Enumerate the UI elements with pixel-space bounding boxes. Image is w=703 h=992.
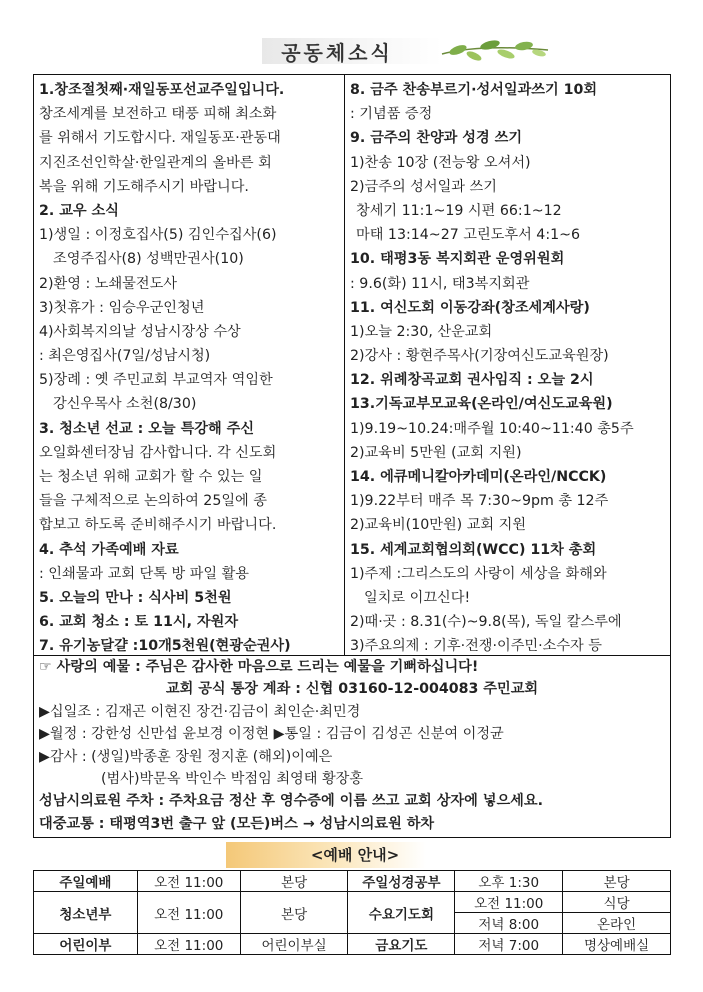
news-line: 마태 13:14~27 고린도후서 4:1~6 [356, 227, 581, 244]
table-cell: 오전 11:00 [137, 934, 240, 955]
news-heading: 8. 금주 찬송부르기·성서일과쓰기 10회 [350, 82, 598, 98]
news-grid [33, 74, 671, 656]
news-line: 합보고 하도록 준비해주시기 바랍니다. [39, 517, 277, 534]
table-cell: 식당 [563, 892, 671, 913]
service-header [0, 842, 703, 868]
news-heading: 1.창조절첫째·재일동포선교주일입니다. [39, 82, 285, 98]
tithe-list: ▶십일조 : 김재곤 이현진 장건·김금이 최인순·최민경 [39, 703, 361, 720]
news-line: 2)교육비(10만원) 교회 지원 [350, 517, 527, 534]
offering-intro: ☞ 사랑의 예물 : 주님은 감사한 마음으로 드리는 예물을 기뻐하십니다! [39, 659, 479, 675]
news-heading: 9. 금주의 찬양과 성경 쓰기 [350, 130, 523, 147]
table-cell: 명상예배실 [563, 934, 671, 955]
news-line: 1)오늘 2:30, 산운교회 [350, 323, 493, 340]
service-table [33, 870, 671, 955]
table-row [34, 892, 671, 913]
news-line: : 최은영집사(7일/성남시청) [39, 348, 211, 365]
table-cell: 청소년부 [34, 892, 138, 934]
news-line: 는 청소년 위해 교회가 할 수 있는 일 [39, 469, 263, 485]
news-left-column [34, 75, 345, 655]
table-cell: 본당 [563, 871, 671, 892]
news-line: 들을 구체적으로 논의하여 25일에 종 [39, 493, 267, 510]
table-cell: 오전 11:00 [137, 892, 240, 934]
news-right-column [345, 75, 670, 655]
table-cell: 주일예배 [34, 871, 138, 892]
table-cell: 오후 1:30 [455, 871, 563, 892]
bank-account: 교회 공식 통장 계좌 : 신협 03160-12-004083 주민교회 [165, 681, 539, 698]
news-heading: 11. 여신도회 이동강좌(창조세계사랑) [350, 299, 590, 316]
news-line: : 기념품 증정 [350, 106, 433, 123]
news-heading: 14. 에큐메니칼아카데미(온라인/NCCK) [350, 469, 607, 485]
news-heading: 2. 교우 소식 [39, 202, 119, 219]
table-cell: 주일성경공부 [348, 871, 455, 892]
news-line: 를 위해서 기도합시다. 재일동포·관동대 [39, 130, 281, 147]
transit-notice: 대중교통 : 태평역3번 출구 앞 (모든)버스 → 성남시의료원 하차 [39, 815, 435, 832]
news-line: 오일화센터장님 감사합니다. 각 신도회 [39, 444, 277, 461]
parking-notice: 성남시의료원 주차 : 주차요금 정산 후 영수증에 이름 쓰고 교회 상자에 넣으세요. [39, 793, 543, 810]
news-line: 일치로 이끄신다! [364, 589, 471, 606]
news-line: 2)강사 : 황현주목사(기장여신도교육원장) [350, 348, 609, 365]
leaf-decoration-icon [440, 36, 550, 66]
news-line: 1)9.19~10.24:매주월 10:40~11:40 총5주 [350, 420, 634, 437]
news-line: 창세기 11:1~19 시편 66:1~12 [356, 202, 562, 219]
news-heading: 15. 세계교회협의회(WCC) 11차 총회 [350, 541, 597, 558]
table-cell: 본당 [240, 871, 348, 892]
news-heading: 3. 청소년 선교 : 오늘 특강해 주신 [39, 420, 255, 437]
table-cell: 온라인 [563, 913, 671, 934]
news-line: : 9.6(화) 11시, 태3복지회관 [350, 275, 530, 292]
table-cell: 수요기도회 [348, 892, 455, 934]
news-line: 3)첫휴가 : 임승우군인청년 [39, 299, 205, 316]
news-line: 강신우목사 소천(8/30) [53, 396, 197, 413]
thanks-list: ▶감사 : (생일)박종훈 장원 정지훈 (해외)이예은 [39, 748, 333, 765]
table-cell: 어린이부실 [240, 934, 348, 955]
table-cell: 오전 11:00 [455, 892, 563, 913]
news-line: 2)금주의 성서일과 쓰기 [350, 178, 497, 195]
news-line: 1)생일 : 이정호집사(5) 김인수집사(6) [39, 227, 277, 244]
news-line: 2)환영 : 노쇄물전도사 [39, 275, 178, 292]
table-cell: 저녁 7:00 [455, 934, 563, 955]
table-cell: 금요기도 [348, 934, 455, 955]
news-heading: 7. 유기농달걀 :10개5천원(현광순권사) [39, 638, 291, 655]
news-line: 3)주요의제 : 기후·전쟁·이주민·소수자 등 [350, 638, 602, 655]
table-cell: 오전 11:00 [137, 871, 240, 892]
news-line: 2)교육비 5만원 (교회 지원) [350, 444, 522, 461]
news-line: 1)주제 :그리스도의 사랑이 세상을 화해와 [350, 565, 607, 582]
news-line: 4)사회복지의날 성남시장상 수상 [39, 323, 241, 340]
news-line: 1)9.22부터 매주 목 7:30~9pm 총 12주 [350, 493, 609, 510]
news-line: 복을 위해 기도해주시기 바랍니다. [39, 178, 249, 195]
page-title: 공동체소식 [281, 41, 393, 65]
news-heading: 5. 오늘의 만나 : 식사비 5천원 [39, 589, 232, 606]
news-line: 1)찬송 10장 (전능왕 오셔서) [350, 154, 531, 171]
thanks-list-cont: (범사)박문옥 박인수 박점임 최영태 황장홍 [101, 770, 364, 787]
news-heading: 13.기독교부모교육(온라인/여신도교육원) [350, 396, 613, 413]
news-heading: 12. 위례창곡교회 권사임직 : 오늘 2시 [350, 372, 594, 389]
offering-box [33, 656, 671, 838]
table-cell: 저녁 8:00 [455, 913, 563, 934]
news-line: 조영주집사(8) 성백만권사(10) [53, 251, 244, 268]
news-line: 2)때·곳 : 8.31(수)~9.8(목), 독일 칼스루에 [350, 614, 622, 631]
news-line: 5)장례 : 옛 주민교회 부교역자 역임한 [39, 372, 273, 389]
news-line: 창조세계를 보전하고 태풍 피해 최소화 [39, 106, 277, 123]
table-cell: 어린이부 [34, 934, 138, 955]
table-row [34, 871, 671, 892]
table-row [34, 934, 671, 955]
table-cell: 본당 [240, 892, 348, 934]
section-header [0, 36, 703, 66]
news-heading: 4. 추석 가족예배 자료 [39, 541, 179, 558]
monthly-unification-list: ▶월정 : 강한성 신만섭 윤보경 이정현 ▶통일 : 김금이 김성곤 신분여 이정균 [39, 726, 504, 743]
news-heading: 6. 교회 청소 : 토 11시, 자원자 [39, 614, 239, 631]
news-line: 지진조선인학살·한일관계의 올바른 회 [39, 154, 272, 171]
news-line: : 인쇄물과 교회 단톡 방 파일 활용 [39, 565, 250, 582]
news-heading: 10. 태평3동 복지회관 운영위원회 [350, 251, 565, 268]
service-title: <예배 안내> [310, 846, 400, 864]
